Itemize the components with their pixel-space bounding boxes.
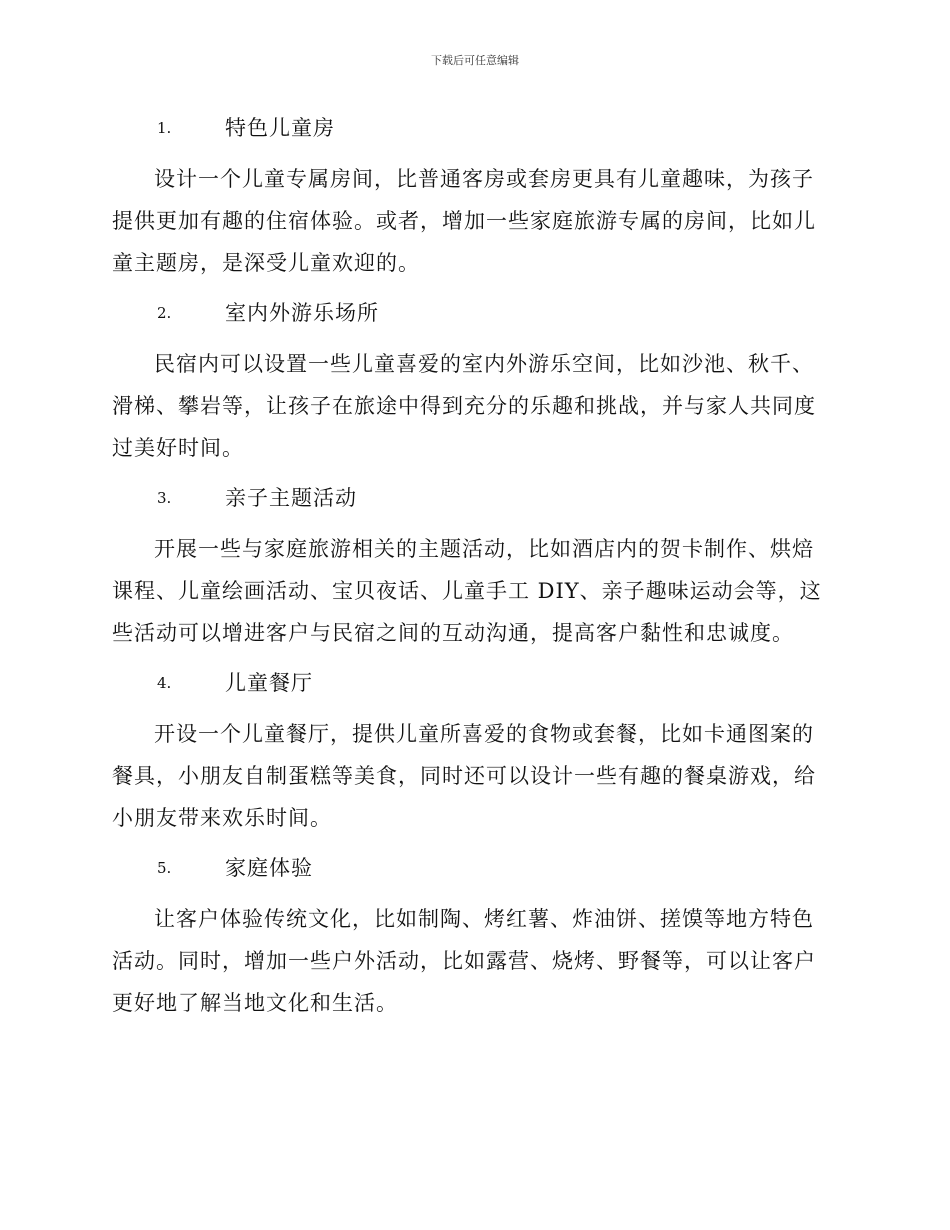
section-2 <box>112 295 832 469</box>
section-paragraph: 民宿内可以设置一些儿童喜爱的室内外游乐空间，比如沙池、秋千、滑梯、攀岩等，让孩子在旅途中得到充分的乐趣和挑战，并与家人共同度过美好时间。 <box>112 352 816 460</box>
section-5 <box>112 850 832 1024</box>
section-number: 3. <box>157 489 172 507</box>
section-title: 室内外游乐场所 <box>225 301 379 325</box>
section-number: 1. <box>157 119 172 137</box>
section-title: 亲子主题活动 <box>225 486 357 510</box>
section-4 <box>112 665 832 839</box>
section-number: 2. <box>157 304 172 322</box>
section-title: 儿童餐厅 <box>225 671 313 695</box>
section-paragraph: 开展一些与家庭旅游相关的主题活动，比如酒店内的贺卡制作、烘焙课程、儿童绘画活动、宝贝夜话、儿童手工 DIY、亲子趣味运动会等，这些活动可以增进客户与民宿之间的互动沟通，提高客户黏性和忠诚度。 <box>112 537 822 645</box>
section-number: 4. <box>157 674 172 692</box>
section-3 <box>112 480 832 654</box>
section-heading <box>112 480 832 516</box>
document-content <box>112 110 832 1035</box>
section-heading <box>112 295 832 331</box>
section-heading <box>112 665 832 701</box>
section-paragraph: 设计一个儿童专属房间，比普通客房或套房更具有儿童趣味，为孩子提供更加有趣的住宿体验。或者，增加一些家庭旅游专属的房间，比如儿童主题房，是深受儿童欢迎的。 <box>112 167 816 275</box>
page-header: 下载后可任意编辑 <box>431 54 519 67</box>
section-title: 家庭体验 <box>225 856 313 880</box>
section-heading <box>112 110 832 146</box>
section-paragraph: 开设一个儿童餐厅，提供儿童所喜爱的食物或套餐，比如卡通图案的餐具，小朋友自制蛋糕等美食，同时还可以设计一些有趣的餐桌游戏，给小朋友带来欢乐时间。 <box>112 722 816 830</box>
section-paragraph: 让客户体验传统文化，比如制陶、烤红薯、炸油饼、搓馍等地方特色活动。同时，增加一些户外活动，比如露营、烧烤、野餐等，可以让客户更好地了解当地文化和生活。 <box>112 907 816 1015</box>
section-number: 5. <box>157 859 172 877</box>
section-heading <box>112 850 832 886</box>
section-title: 特色儿童房 <box>225 116 335 140</box>
section-1 <box>112 110 832 284</box>
